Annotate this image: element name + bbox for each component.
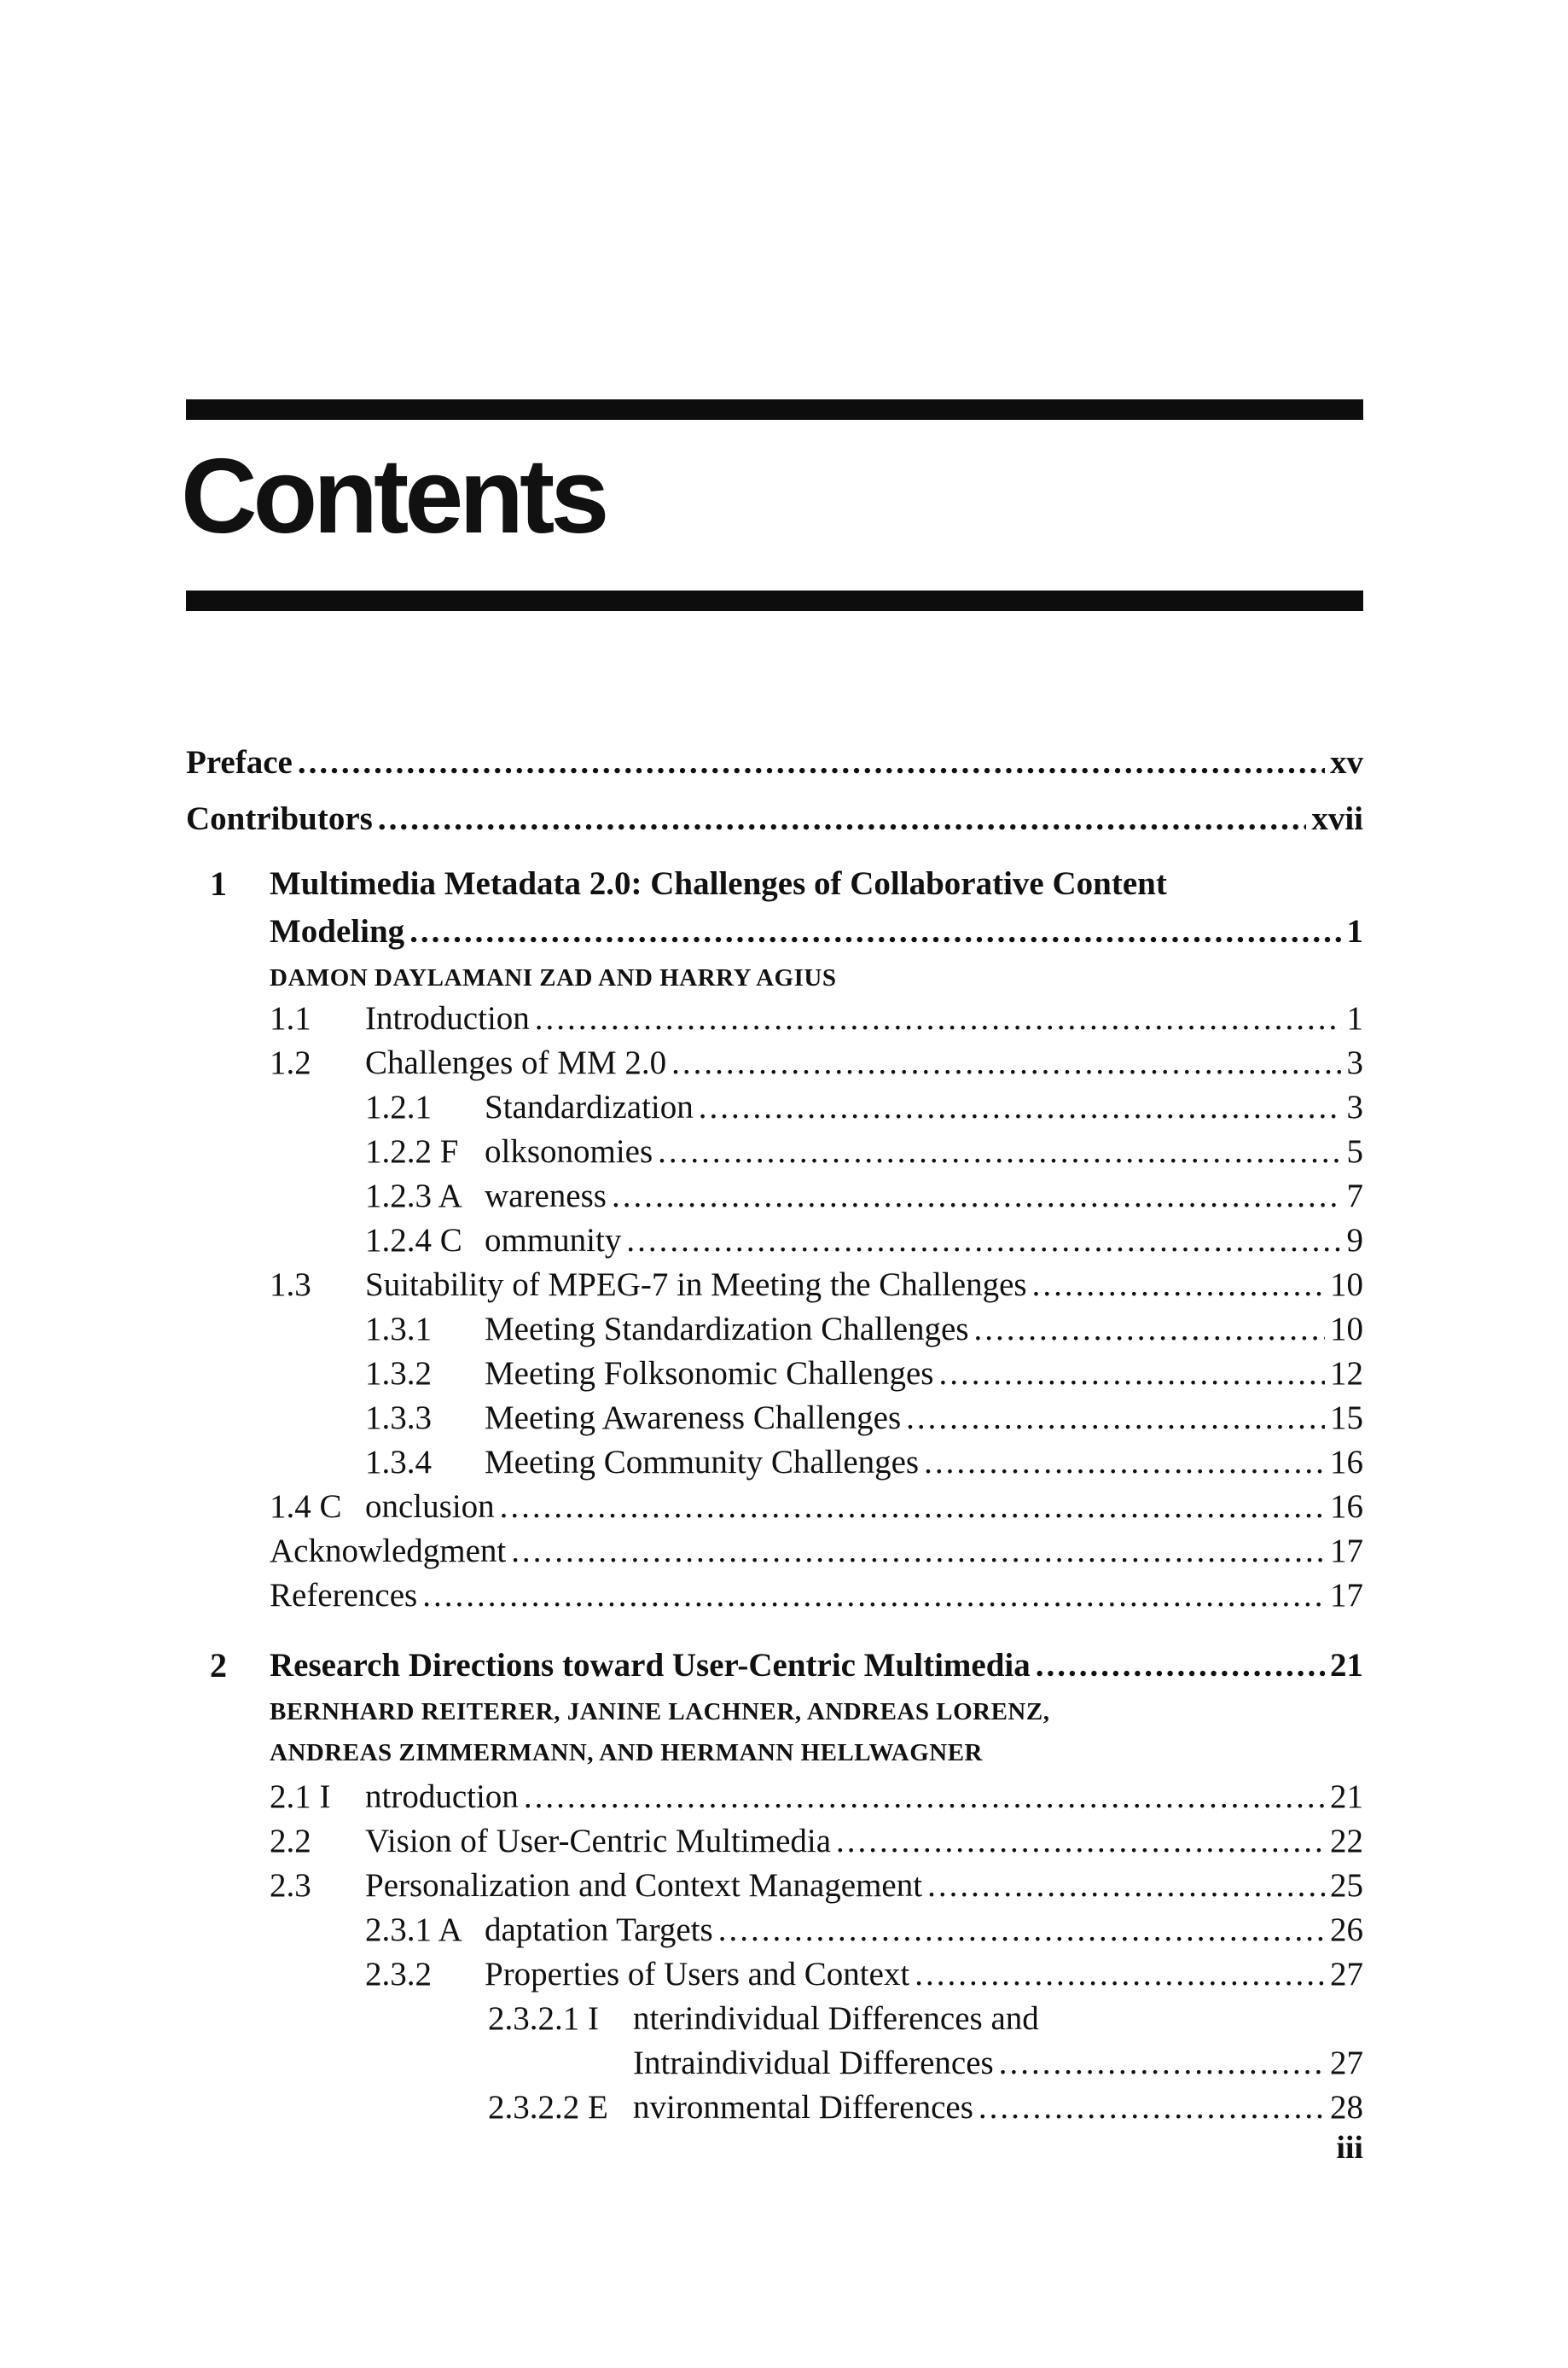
toc-subentry[interactable]: 1.3.3 Meeting Awareness Challenges ..... 15 — [365, 1396, 1363, 1440]
toc-subentry[interactable]: 1.2.2 F olksonomies ..... 5 — [365, 1130, 1363, 1174]
chapter-number: 2 — [210, 1646, 227, 1684]
chapter-title-continued[interactable]: Modeling ..... 1 — [270, 910, 1363, 954]
toc-subentry[interactable]: 1.3.1 Meeting Standardization Challenges ..... 10 — [365, 1307, 1363, 1352]
top-rule — [186, 399, 1363, 420]
toc-subentry[interactable]: 1.3.4 Meeting Community Challenges ..... 16 — [365, 1440, 1363, 1485]
chapter-title[interactable]: Multimedia Metadata 2.0: Challenges of Collaborative Content — [270, 865, 1167, 902]
toc-subentry[interactable]: 1.3.2 Meeting Folksonomic Challenges ..... 12 — [365, 1352, 1363, 1396]
toc-entry[interactable]: 1.4 C onclusion ..... 16 — [270, 1485, 1363, 1529]
page-number: iii — [1336, 2130, 1363, 2166]
toc-subsubentry-continued[interactable]: Intraindividual Differences ..... 27 — [633, 2041, 1363, 2086]
toc-entry[interactable]: 2.1 I ntroduction ..... 21 — [270, 1775, 1363, 1819]
chapter-authors: BERNHARD REITERER, JANINE LACHNER, ANDREAS LORENZ, — [270, 1698, 1050, 1725]
chapter-title[interactable]: Research Directions toward User-Centric Multimedia ..... 21 — [270, 1644, 1363, 1688]
toc-entry-acknowledgment[interactable]: Acknowledgment ..... 17 — [270, 1529, 1363, 1574]
page-title: Contents — [181, 438, 606, 556]
toc-entry[interactable]: 1.1 Introduction ..... 1 — [270, 997, 1363, 1041]
toc-entry[interactable]: 2.3 Personalization and Context Management ..... 25 — [270, 1864, 1363, 1908]
toc-entry[interactable]: 1.3 Suitability of MPEG-7 in Meeting the Challenges ..... 10 — [270, 1263, 1363, 1307]
bottom-rule — [186, 591, 1363, 611]
toc-subsubentry[interactable]: 2.3.2.1 I nterindividual Differences and — [488, 2000, 1039, 2037]
toc-entry[interactable]: 2.2 Vision of User-Centric Multimedia ..... 22 — [270, 1819, 1363, 1864]
chapter-authors: ANDREAS ZIMMERMANN, AND HERMANN HELLWAGNER — [270, 1739, 984, 1766]
toc-subentry[interactable]: 1.2.1 Standardization ..... 3 — [365, 1085, 1363, 1130]
toc-subentry[interactable]: 2.3.2 Properties of Users and Context ..... 27 — [365, 1952, 1363, 1997]
toc-entry[interactable]: 1.2 Challenges of MM 2.0 ..... 3 — [270, 1041, 1363, 1085]
toc-entry-contributors[interactable]: Contributors ..... xvii — [186, 797, 1363, 841]
toc-subentry[interactable]: 1.2.3 A wareness ..... 7 — [365, 1174, 1363, 1219]
toc-subsubentry[interactable]: 2.3.2.2 E nvironmental Differences ..... 28 — [488, 2086, 1363, 2130]
toc-entry-preface[interactable]: Preface ..... xv — [186, 741, 1363, 785]
chapter-authors: DAMON DAYLAMANI ZAD AND HARRY AGIUS — [270, 964, 837, 992]
toc-subentry[interactable]: 2.3.1 A daptation Targets ..... 26 — [365, 1908, 1363, 1952]
toc-subentry[interactable]: 1.2.4 C ommunity ..... 9 — [365, 1219, 1363, 1263]
toc-entry-references[interactable]: References ..... 17 — [270, 1574, 1363, 1618]
chapter-number: 1 — [210, 864, 227, 903]
